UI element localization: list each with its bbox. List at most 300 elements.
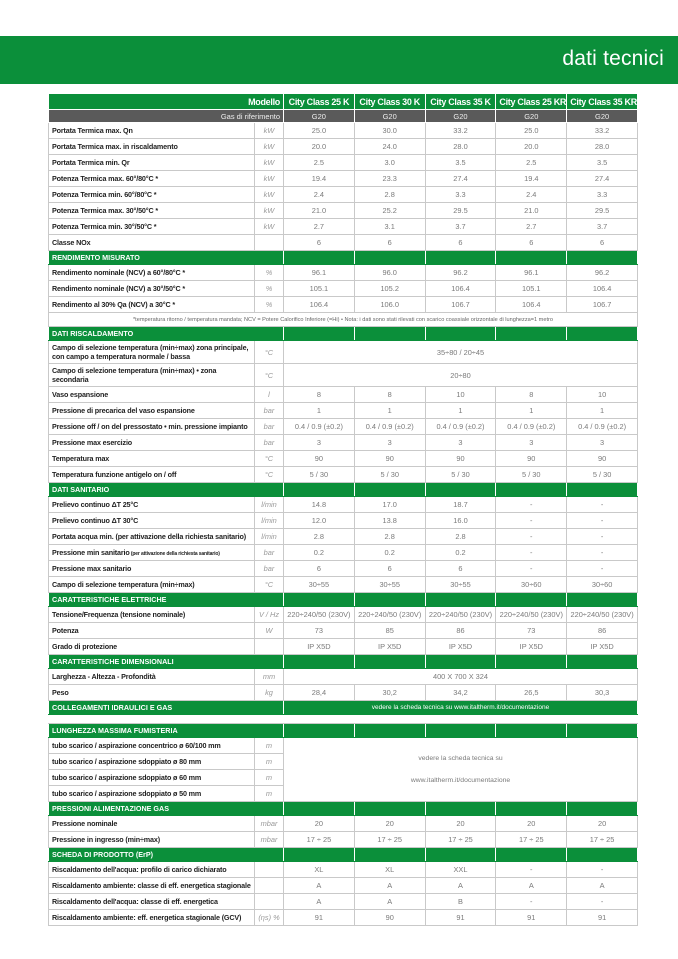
row-value: - [567, 862, 638, 878]
model-label: Modello [49, 94, 284, 110]
row-value: 21.0 [496, 203, 567, 219]
row-unit [255, 219, 284, 235]
row-value: 1 [496, 403, 567, 419]
row-value: XXL [425, 862, 496, 878]
table-row [49, 497, 638, 513]
table-row [49, 203, 638, 219]
unit-text: l [268, 390, 270, 399]
row-value: - [496, 862, 567, 878]
section-cell [425, 483, 496, 497]
row-value: 29.5 [425, 203, 496, 219]
section-header [49, 483, 638, 497]
row-value: - [496, 497, 567, 513]
row-unit [255, 281, 284, 297]
row-unit [255, 435, 284, 451]
unit-text: kW [263, 222, 275, 231]
table-row [49, 816, 638, 832]
row-value: 25.0 [496, 123, 567, 139]
row-unit [255, 155, 284, 171]
table-row [49, 607, 638, 623]
row-value: 20 [354, 816, 425, 832]
row-value: 90 [354, 451, 425, 467]
table-row [49, 910, 638, 926]
row-label: Campo di selezione temperatura (min÷max) • zona secondaria [49, 364, 255, 387]
unit-text: kW [263, 174, 275, 183]
section-cell [567, 593, 638, 607]
table-row [49, 639, 638, 655]
row-value: 1 [425, 403, 496, 419]
section-cell [567, 724, 638, 738]
row-value: - [567, 894, 638, 910]
row-value-span: 400 X 700 X 324 [284, 669, 638, 685]
row-value: 8 [284, 387, 355, 403]
row-value: 1 [354, 403, 425, 419]
row-value: 91 [496, 910, 567, 926]
row-value: 90 [425, 451, 496, 467]
section-cell [567, 848, 638, 862]
row-value: 6 [425, 561, 496, 577]
section-cell [354, 724, 425, 738]
row-value: 30.0 [354, 123, 425, 139]
section-title: CARATTERISTICHE DIMENSIONALI [49, 655, 284, 669]
row-value: 28.0 [567, 139, 638, 155]
row-value: 25.0 [284, 123, 355, 139]
section-cell [284, 593, 355, 607]
row-label: Pressione max sanitario [49, 561, 255, 577]
table-row [49, 123, 638, 139]
row-value: 2.8 [354, 529, 425, 545]
row-unit [255, 123, 284, 139]
footnote: *temperatura ritorno / temperatura mandata; NCV = Potere Calorifico Inferiore (=Hi) • Nota: i dati sono stati rilevati con scarico coassiale orizzontale di lunghezza=1 metro [49, 313, 638, 327]
table-row [49, 513, 638, 529]
row-label: Pressione nominale [49, 816, 255, 832]
section-cell [354, 802, 425, 816]
table-row [49, 187, 638, 203]
row-label: Potenza [49, 623, 255, 639]
row-value: 106.4 [425, 281, 496, 297]
row-value: 2.5 [284, 155, 355, 171]
row-label: Pressione in ingresso (min÷max) [49, 832, 255, 848]
unit-text: bar [263, 438, 275, 447]
section-cell [284, 251, 355, 265]
model-name: City Class 30 K [354, 94, 425, 110]
unit-text: °C [264, 454, 274, 463]
row-value: 3.7 [425, 219, 496, 235]
section-title: PRESSIONI ALIMENTAZIONE GAS [49, 802, 284, 816]
table-row [49, 403, 638, 419]
row-value: 91 [284, 910, 355, 926]
row-value: 20 [425, 816, 496, 832]
row-value: 21.0 [284, 203, 355, 219]
row-value: 20.0 [496, 139, 567, 155]
row-unit [255, 816, 284, 832]
row-value: 3.0 [354, 155, 425, 171]
row-value: 6 [284, 235, 355, 251]
row-value: 29.5 [567, 203, 638, 219]
row-value: - [496, 545, 567, 561]
table-row [49, 467, 638, 483]
row-label: tubo scarico / aspirazione concentrico ø 60/100 mm [49, 738, 255, 754]
section-cell [425, 593, 496, 607]
unit-text: bar [263, 548, 275, 557]
row-value: 106.4 [496, 297, 567, 313]
row-value: 8 [496, 387, 567, 403]
table-row [49, 451, 638, 467]
unit-text: kW [263, 190, 275, 199]
table-row [49, 364, 638, 387]
row-value: 33.2 [567, 123, 638, 139]
row-value: 73 [496, 623, 567, 639]
row-unit [255, 265, 284, 281]
row-value: A [425, 878, 496, 894]
spacer [49, 715, 638, 724]
table-row [49, 832, 638, 848]
merged-line: vedere la scheda tecnica su [418, 754, 503, 762]
row-label: Larghezza - Altezza - Profondità [49, 669, 255, 685]
row-label: Potenza Termica max. 30°/50°C * [49, 203, 255, 219]
table-row [49, 878, 638, 894]
row-value: 23.3 [354, 171, 425, 187]
unit-text: °C [264, 470, 274, 479]
row-value: 220÷240/50 (230V) [354, 607, 425, 623]
row-label: Portata acqua min. (per attivazione della richiesta sanitario) [49, 529, 255, 545]
unit-text: °C [264, 347, 274, 357]
table-row [49, 171, 638, 187]
row-value: 106.7 [567, 297, 638, 313]
row-value: 13.8 [354, 513, 425, 529]
section-cell [354, 483, 425, 497]
row-value: 3.3 [567, 187, 638, 203]
row-value: A [284, 894, 355, 910]
row-label: Potenza Termica min. 60°/80°C * [49, 187, 255, 203]
row-value: 3 [354, 435, 425, 451]
row-value: 220÷240/50 (230V) [425, 607, 496, 623]
row-value: 2.5 [496, 155, 567, 171]
table-row [49, 265, 638, 281]
unit-text: mm [262, 672, 276, 681]
row-unit [255, 341, 284, 364]
section-cell [567, 327, 638, 341]
row-unit [255, 419, 284, 435]
gas-value: G20 [496, 110, 567, 123]
row-value: 20.0 [284, 139, 355, 155]
row-value: 19.4 [496, 171, 567, 187]
row-value: 86 [567, 623, 638, 639]
table-row [49, 419, 638, 435]
row-value: 96.2 [567, 265, 638, 281]
table-row [49, 281, 638, 297]
gas-value: G20 [567, 110, 638, 123]
row-value: A [284, 878, 355, 894]
row-label: Potenza Termica min. 30°/50°C * [49, 219, 255, 235]
row-value: 3 [496, 435, 567, 451]
row-unit [255, 545, 284, 561]
row-value: 73 [284, 623, 355, 639]
row-value: 28.0 [425, 139, 496, 155]
section-header [49, 724, 638, 738]
row-value: 2.8 [284, 529, 355, 545]
row-value: 3 [284, 435, 355, 451]
row-value: 91 [425, 910, 496, 926]
row-unit [255, 364, 284, 387]
row-value: 6 [354, 235, 425, 251]
section-cell [284, 483, 355, 497]
row-value: 2.8 [425, 529, 496, 545]
section-header [49, 848, 638, 862]
row-label: Rendimento al 30% Qa (NCV) a 30°C * [49, 297, 255, 313]
row-value: A [496, 878, 567, 894]
unit-text: °C [264, 580, 274, 589]
row-value: 90 [354, 910, 425, 926]
table-row [49, 577, 638, 593]
section-cell [425, 327, 496, 341]
section-cell [425, 848, 496, 862]
row-value: 6 [425, 235, 496, 251]
row-value: 96.1 [496, 265, 567, 281]
row-value: 105.1 [496, 281, 567, 297]
row-unit [255, 497, 284, 513]
row-value: A [354, 878, 425, 894]
row-value: 6 [496, 235, 567, 251]
row-value: A [354, 894, 425, 910]
row-value: 17 ÷ 25 [284, 832, 355, 848]
table-row [49, 139, 638, 155]
section-cell [496, 593, 567, 607]
unit-text: l/min [261, 516, 277, 525]
section-cell [284, 848, 355, 862]
row-value: 17.0 [354, 497, 425, 513]
row-value: 6 [567, 235, 638, 251]
row-value: - [496, 513, 567, 529]
row-label: tubo scarico / aspirazione sdoppiato ø 50 mm [49, 786, 255, 802]
section-cell [354, 251, 425, 265]
row-unit [255, 623, 284, 639]
row-unit [255, 770, 284, 786]
section-header [49, 655, 638, 669]
row-value: 5 / 30 [496, 467, 567, 483]
row-value: 106.7 [425, 297, 496, 313]
row-value: 6 [354, 561, 425, 577]
row-unit [255, 561, 284, 577]
row-unit [255, 235, 284, 251]
unit-text: V / Hz [258, 610, 280, 619]
row-value: 3 [425, 435, 496, 451]
row-value: XL [284, 862, 355, 878]
section-cell [567, 483, 638, 497]
section-header [49, 327, 638, 341]
section-header [49, 802, 638, 816]
technical-data-table [48, 93, 638, 926]
row-value: 20 [496, 816, 567, 832]
row-value: 90 [284, 451, 355, 467]
row-value: 2.8 [354, 187, 425, 203]
row-value: 30,3 [567, 685, 638, 701]
table-row [49, 435, 638, 451]
section-text: vedere la scheda tecnica su www.italtherm.it/documentazione [284, 701, 638, 715]
section-cell [425, 655, 496, 669]
unit-text: m [265, 757, 273, 766]
row-value: 10 [567, 387, 638, 403]
row-value: IP X5D [567, 639, 638, 655]
model-name: City Class 35 K [425, 94, 496, 110]
row-value: B [425, 894, 496, 910]
row-unit [255, 878, 284, 894]
row-value: 12.0 [284, 513, 355, 529]
row-value: 3.5 [567, 155, 638, 171]
section-cell [496, 655, 567, 669]
row-label-note: (per attivazione della richiesta sanitario) [129, 551, 220, 557]
section-title: LUNGHEZZA MASSIMA FUMISTERIA [49, 724, 284, 738]
row-label: Riscaldamento dell'acqua: profilo di carico dichiarato [49, 862, 255, 878]
section-title: DATI SANITARIO [49, 483, 284, 497]
row-label: Pressione di precarica del vaso espansione [49, 403, 255, 419]
merged-value [284, 738, 638, 802]
unit-text: kW [263, 158, 275, 167]
model-name: City Class 25 K [284, 94, 355, 110]
section-cell [425, 802, 496, 816]
row-value: 90 [496, 451, 567, 467]
row-value: 16.0 [425, 513, 496, 529]
row-value: 96.2 [425, 265, 496, 281]
unit-text: % [265, 300, 273, 309]
unit-text: mbar [260, 819, 278, 828]
row-unit [255, 139, 284, 155]
table-row [49, 894, 638, 910]
row-value: 19.4 [284, 171, 355, 187]
row-value: 3 [567, 435, 638, 451]
unit-text: % [265, 268, 273, 277]
row-value: IP X5D [354, 639, 425, 655]
row-value: 220÷240/50 (230V) [496, 607, 567, 623]
row-unit [255, 171, 284, 187]
row-value: - [567, 497, 638, 513]
gas-value: G20 [425, 110, 496, 123]
row-label: Vaso espansione [49, 387, 255, 403]
row-value: 220÷240/50 (230V) [567, 607, 638, 623]
row-value: 85 [354, 623, 425, 639]
row-value: - [567, 529, 638, 545]
row-value: 28,4 [284, 685, 355, 701]
row-value: - [496, 561, 567, 577]
section-cell [354, 593, 425, 607]
row-unit [255, 894, 284, 910]
unit-text: bar [263, 564, 275, 573]
row-value: - [567, 561, 638, 577]
section-cell [567, 802, 638, 816]
row-label: Potenza Termica max. 60°/80°C * [49, 171, 255, 187]
row-value: 3.3 [425, 187, 496, 203]
row-unit [255, 387, 284, 403]
model-name: City Class 35 KR [567, 94, 638, 110]
unit-text: kW [263, 126, 275, 135]
row-value: 0.4 / 0.9 (±0.2) [567, 419, 638, 435]
row-unit [255, 862, 284, 878]
row-label: Portata Termica min. Qr [49, 155, 255, 171]
row-value: - [567, 545, 638, 561]
row-unit [255, 639, 284, 655]
row-value: 3.7 [567, 219, 638, 235]
section-cell [354, 655, 425, 669]
row-unit [255, 754, 284, 770]
row-unit [255, 910, 284, 926]
row-value: 14.8 [284, 497, 355, 513]
row-value: 106.4 [284, 297, 355, 313]
row-value: 220÷240/50 (230V) [284, 607, 355, 623]
unit-text: bar [263, 406, 275, 415]
row-value: 105.2 [354, 281, 425, 297]
section-header [49, 701, 638, 715]
row-value: 10 [425, 387, 496, 403]
row-value: 90 [567, 451, 638, 467]
table-row [49, 738, 638, 754]
section-title: DATI RISCALDAMENTO [49, 327, 284, 341]
row-label: Classe NOx [49, 235, 255, 251]
row-value: IP X5D [284, 639, 355, 655]
row-value: 86 [425, 623, 496, 639]
row-value: 0.2 [354, 545, 425, 561]
row-value: A [567, 878, 638, 894]
row-unit [255, 607, 284, 623]
row-value: 5 / 30 [354, 467, 425, 483]
model-header-row [49, 94, 638, 110]
row-value: IP X5D [425, 639, 496, 655]
row-value: 30÷60 [496, 577, 567, 593]
section-cell [354, 848, 425, 862]
row-label: Rendimento nominale (NCV) a 60°/80°C * [49, 265, 255, 281]
gas-row [49, 110, 638, 123]
row-unit [255, 203, 284, 219]
section-cell [496, 724, 567, 738]
row-label: Temperatura funzione antigelo on / off [49, 467, 255, 483]
row-value: 105.1 [284, 281, 355, 297]
unit-text: m [265, 789, 273, 798]
row-label: Prelievo continuo ΔT 30°C [49, 513, 255, 529]
section-cell [496, 483, 567, 497]
row-label: Portata Termica max. in riscaldamento [49, 139, 255, 155]
row-value: - [496, 894, 567, 910]
row-value: 17 ÷ 25 [354, 832, 425, 848]
table-row [49, 862, 638, 878]
row-unit [255, 577, 284, 593]
row-label: Prelievo continuo ΔT 25°C [49, 497, 255, 513]
row-value: 1 [284, 403, 355, 419]
section-cell [496, 327, 567, 341]
row-value: 30,2 [354, 685, 425, 701]
section-cell [425, 724, 496, 738]
row-label: Peso [49, 685, 255, 701]
row-value: 6 [284, 561, 355, 577]
row-value: 2.7 [496, 219, 567, 235]
table-row [49, 561, 638, 577]
section-cell [567, 655, 638, 669]
row-value: XL [354, 862, 425, 878]
row-value: 0.4 / 0.9 (±0.2) [425, 419, 496, 435]
row-label: Campo di selezione temperatura (min÷max) [49, 577, 255, 593]
row-unit [255, 297, 284, 313]
row-value: - [567, 513, 638, 529]
section-title: COLLEGAMENTI IDRAULICI E GAS [49, 701, 284, 715]
row-value: 106.0 [354, 297, 425, 313]
row-value: 5 / 30 [567, 467, 638, 483]
row-value: 0.4 / 0.9 (±0.2) [496, 419, 567, 435]
row-value: 2.4 [496, 187, 567, 203]
table-row [49, 529, 638, 545]
section-cell [567, 251, 638, 265]
row-value: 27.4 [425, 171, 496, 187]
row-unit [255, 513, 284, 529]
unit-text: W [265, 626, 273, 635]
section-title: CARATTERISTICHE ELETTRICHE [49, 593, 284, 607]
